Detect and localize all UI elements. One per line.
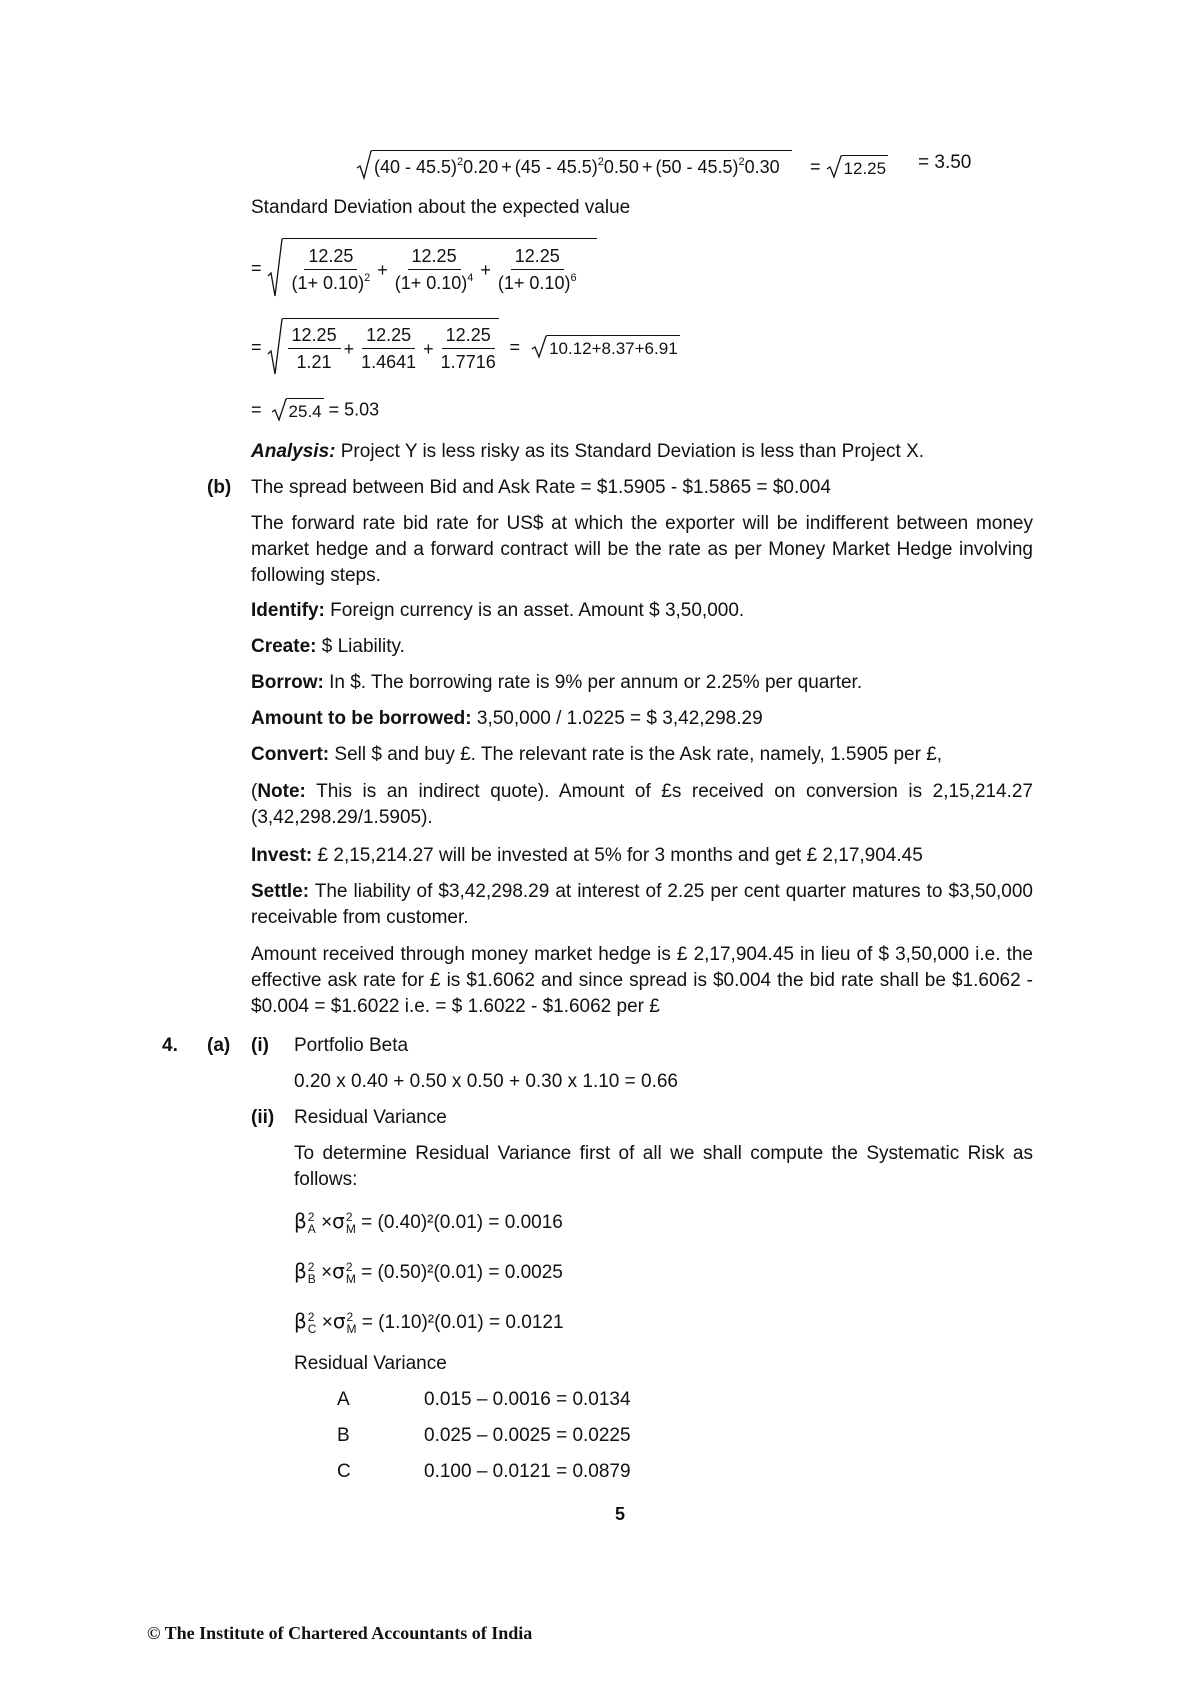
variance-term-3: (50 - 45.5)$^2$0.30 <box>655 155 780 177</box>
systematic-risk-a: β 2 A ×σ 2 M = (0.40)²(0.01) = 0.0016 <box>294 1209 563 1236</box>
plus-sign: + <box>501 156 512 177</box>
radical-sign-icon <box>356 150 372 180</box>
residual-variance-subtitle: Residual Variance <box>294 1353 447 1374</box>
residual-row-name: B <box>337 1425 350 1446</box>
std-dev-result: = 3.50 <box>918 152 972 173</box>
sd-fraction-1: $\frac{12.25}{(1+ 0.10)^2}$ <box>291 246 371 293</box>
sd2-fraction-2: $\frac{12.25}{1.4641}$ <box>361 325 417 372</box>
residual-row-calc: 0.015 – 0.0016 = 0.0134 <box>424 1389 631 1410</box>
portfolio-beta-title: Portfolio Beta <box>294 1035 409 1056</box>
residual-row-calc: 0.100 – 0.0121 = 0.0879 <box>424 1461 631 1482</box>
q4-ii-label: (ii) <box>251 1107 275 1128</box>
note-paragraph: (Note: This is an indirect quote). Amount of £s received on conversion is 2,15,214.27 (3,42,298.29/1.5905). <box>251 781 1033 828</box>
systematic-risk-intro: To determine Residual Variance first of all we shall compute the Systematic Risk as follows: <box>294 1143 1033 1190</box>
sd-formula-line-1: = $\frac{12.25}{(1+ 0.10)^2}$ + $\frac{12.25}{(1+ 0.10)^4}$ + $\frac{12.25}{(1+ 0.10)^6}$ <box>251 238 597 298</box>
conclusion-paragraph: Amount received through money market hedge is £ 2,17,904.45 in lieu of $ 3,50,000 i.e. the effective ask rate for £ is $1.6062 and since spread is $0.004 the bid rate shall be $1.6062 - $0.004 = $1.6022 i.e. = $ 1.6022 - $1.6062 per £ <box>251 944 1033 1017</box>
variance-term-1: (40 - 45.5)$^2$0.20 <box>374 155 499 177</box>
part-b-label: (b) <box>207 477 232 498</box>
radical-sign-icon <box>267 238 283 298</box>
step-identify: Identify: Foreign currency is an asset. Amount $ 3,50,000. <box>251 600 745 621</box>
sd2-fraction-3: $\frac{12.25}{1.7716}$ <box>440 325 496 372</box>
footer-copyright: © The Institute of Chartered Accountants of India <box>147 1623 533 1643</box>
step-borrow: Borrow: In $. The borrowing rate is 9% per annum or 2.25% per quarter. <box>251 672 863 693</box>
variance-radical <box>356 150 792 180</box>
step-invest: Invest: £ 2,15,214.27 will be invested at 5% for 3 months and get £ 2,17,904.45 <box>251 845 923 866</box>
residual-row-name: A <box>337 1389 350 1410</box>
sd-formula-line-3: = 25.4 = 5.03 <box>251 399 380 421</box>
page-number: 5 <box>615 1504 626 1524</box>
systematic-risk-c: β 2 C ×σ 2 M = (1.10)²(0.01) = 0.0121 <box>294 1309 564 1336</box>
step-convert: Convert: Sell $ and buy £. The relevant rate is the Ask rate, namely, 1.5905 per £, <box>251 744 943 765</box>
residual-row-name: C <box>337 1461 351 1482</box>
portfolio-beta-formula: 0.20 x 0.40 + 0.50 x 0.50 + 0.30 x 1.10 = 0.66 <box>294 1071 678 1092</box>
forward-rate-paragraph: The forward rate bid rate for US$ at which the exporter will be indifferent between money market hedge and a forward contract will be the rate as per Money Market Hedge involving following steps. <box>251 513 1033 586</box>
residual-row-calc: 0.025 – 0.0025 = 0.0225 <box>424 1425 631 1446</box>
radical-sign-icon <box>267 318 283 376</box>
sd-fraction-2: $\frac{12.25}{(1+ 0.10)^4}$ <box>394 246 474 293</box>
radical-sign-icon <box>826 155 842 179</box>
sd2-fraction-1: $\frac{12.25}{1.21}$ <box>288 324 341 373</box>
root-12-25: = 12.25 <box>810 156 887 178</box>
q4-i-label: (i) <box>251 1035 269 1056</box>
sd-fraction-3: $\frac{12.25}{(1+ 0.10)^6}$ <box>497 246 577 293</box>
sd-formula-line-2: = $\frac{12.25}{1.21}$ + $\frac{12.25}{1.4641}$ + $\frac{12.25}{1.7716}$ = 10.12+8.37+6.91 <box>251 318 680 376</box>
step-settle: Settle: The liability of $3,42,298.29 at interest of 2.25 per cent quarter matures to $3,50,000 receivable from customer. <box>251 881 1033 928</box>
sd-heading: Standard Deviation about the expected value <box>251 197 631 218</box>
variance-formula <box>356 150 792 180</box>
radical-sign-icon <box>531 335 547 359</box>
step-amount-borrowed: Amount to be borrowed: 3,50,000 / 1.0225 = $ 3,42,298.29 <box>251 708 763 729</box>
spread-line: The spread between Bid and Ask Rate = $1.5905 - $1.5865 = $0.004 <box>251 477 831 498</box>
residual-variance-title: Residual Variance <box>294 1107 447 1128</box>
radical-sign-icon <box>271 398 287 422</box>
step-create: Create: $ Liability. <box>251 636 405 657</box>
variance-term-2: (45 - 45.5)$^2$0.50 <box>514 155 639 177</box>
q4-part-a-label: (a) <box>207 1035 231 1056</box>
analysis-line: Analysis: Project Y is less risky as its Standard Deviation is less than Project X. <box>251 441 925 462</box>
systematic-risk-b: β 2 B ×σ 2 M = (0.50)²(0.01) = 0.0025 <box>294 1259 563 1286</box>
plus-sign: + <box>641 156 653 177</box>
question-number: 4. <box>162 1035 178 1056</box>
